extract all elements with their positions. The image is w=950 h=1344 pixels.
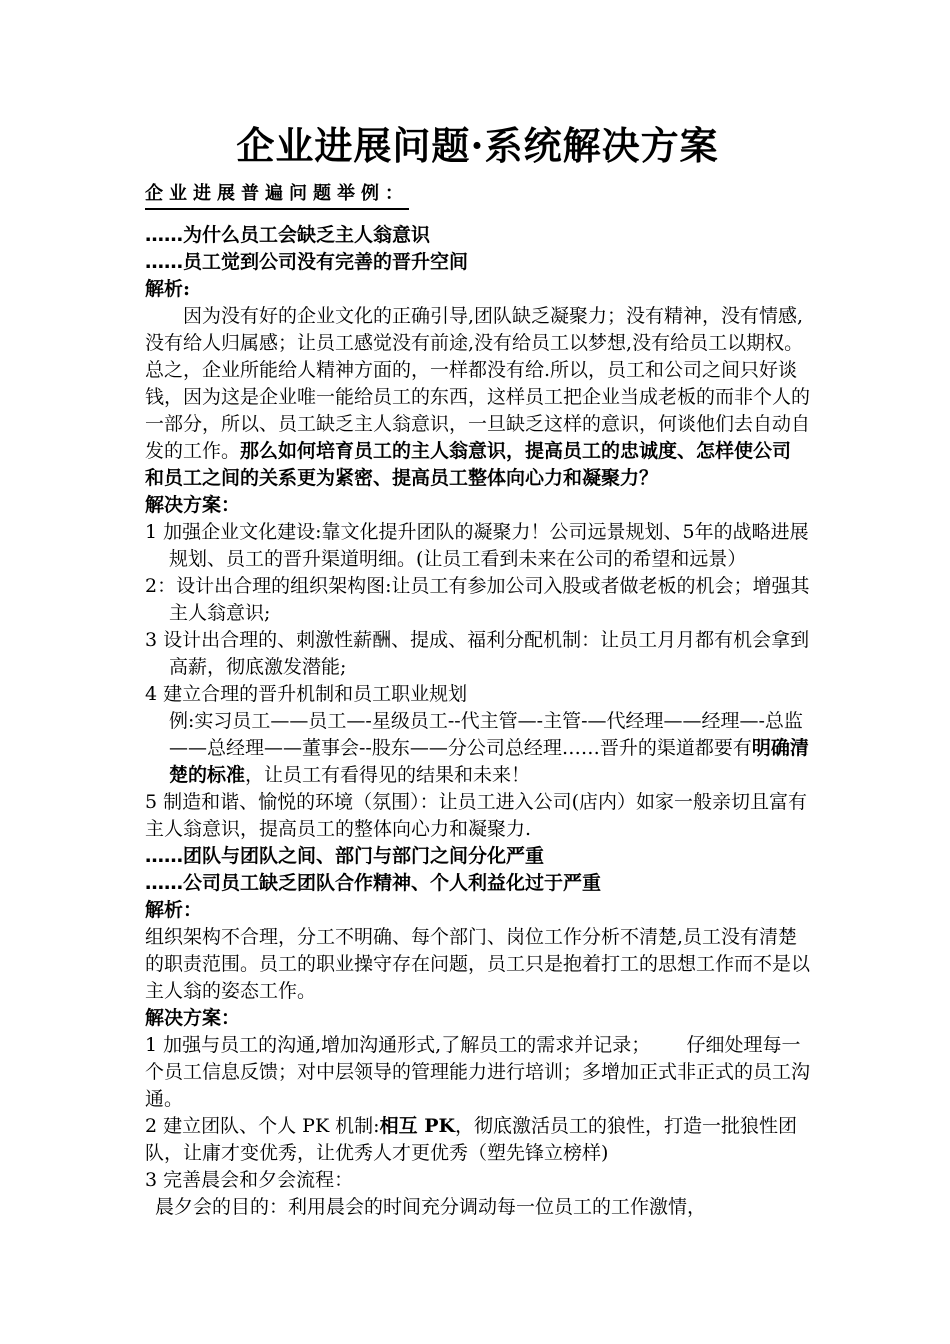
analysis-label: 解析: [145,278,191,300]
document-title: 企业进展问题·系统解决方案 [236,123,719,168]
analysis-text: 因为没有好的企业文化的正确引导,团队缺乏凝聚力；没有精神，没有情感,没有给人归属感；让员工感觉没有前途,没有给员工以梦想,没有给员工以期权。总之，企业所能给人精神方面的，一样都没有给.所以，员工和公司之间只好谈钱，因为这是企业唯一能给员工的东西，这样员工把企业当成老板的而非个人的一部分，所以、员工缺乏主人翁意识，一旦缺乏这样的意识，何谈他们去自动自发的工作。 [145,305,811,462]
item2-pre: 2 建立团队、个人 PK 机制: [145,1115,380,1137]
analysis-label-2: 解析： [145,899,203,921]
solution-item-5: 5 制造和谐、愉悦的环境（氛围）：让员工进入公司(店内）如家一般亲切且富有主人翁意识，提高员工的整体向心力和凝聚力. [145,791,808,840]
question-2: ……员工觉到公司没有完善的晋升空间 [145,251,469,273]
analysis-bold-question: 那么如何培育员工的主人翁意识，提高员工的忠诚度、怎样使公司和员工之间的关系更为紧密、提高员工整体向心力和凝聚力？ [145,440,792,489]
item2-bold: 相互 PK [379,1115,456,1137]
solution-item-3: 3 设计出合理的、刺激性薪酬、提成、福利分配机制：让员工月月都有机会拿到高薪，彻底激发潜能; [145,629,810,678]
question-1: ……为什么员工会缺乏主人翁意识 [145,224,431,246]
question-4: ……公司员工缺乏团队合作精神、个人利益化过于严重 [145,872,602,894]
section-subtitle: 企业进展普遍问题举例： [145,180,409,210]
solution-item-2: 2：设计出合理的组织架构图:让员工有参加公司入股或者做老板的机会；增强其主人翁意识; [145,575,810,624]
solution-item-1: 1 加强企业文化建设:靠文化提升团队的凝聚力！公司远景规划、5年的战略进展规划、员工的晋升渠道明细。(让员工看到未来在公司的希望和远景） [145,521,809,570]
example-text: 例:实习员工——员工—-星级员工--代主管—-主管-—代经理——经理—-总监——总经理——董事会--股东——分公司总经理……晋升的渠道都要有 [169,710,803,759]
analysis-paragraph-2: 组织架构不合理，分工不明确、每个部门、岗位工作分析不清楚,员工没有清楚的职责范围。员工的职业操守存在问题，员工只是抱着打工的思想工作而不是以主人翁的姿态工作。 [145,926,811,1002]
solution2-item-2 [145,1113,810,1167]
solution-item-4-example [145,708,810,789]
item2-tail: ，彻底激活员工的狼性，打造一批狼性团队，让庸才变优秀，让优秀人才更优秀（塑先锋立榜样) [145,1115,798,1164]
example-bold: 明确清楚的标准 [169,737,809,786]
solution2-item-1: 1 加强与员工的沟通,增加沟通形式,了解员工的需求并记录； 仔细处理每一个员工信息反馈；对中层领导的管理能力进行培训；多增加正式非正式的员工沟通。 [145,1034,811,1110]
solution-item-4: 4 建立合理的晋升机制和员工职业规划 [145,683,468,705]
document-page [145,118,810,1221]
solution-label: 解决方案： [145,494,241,516]
question-3: ……团队与团队之间、部门与部门之间分化严重 [145,845,545,867]
example-tail: ，让员工有看得见的结果和未来！ [245,764,531,786]
analysis-paragraph [145,303,810,492]
solution2-item-3-text: 晨夕会的目的：利用晨会的时间充分调动每一位员工的工作激情， [155,1196,707,1218]
solution2-item-3: 3 完善晨会和夕会流程： [145,1169,354,1191]
solution-label-2: 解决方案： [145,1007,241,1029]
